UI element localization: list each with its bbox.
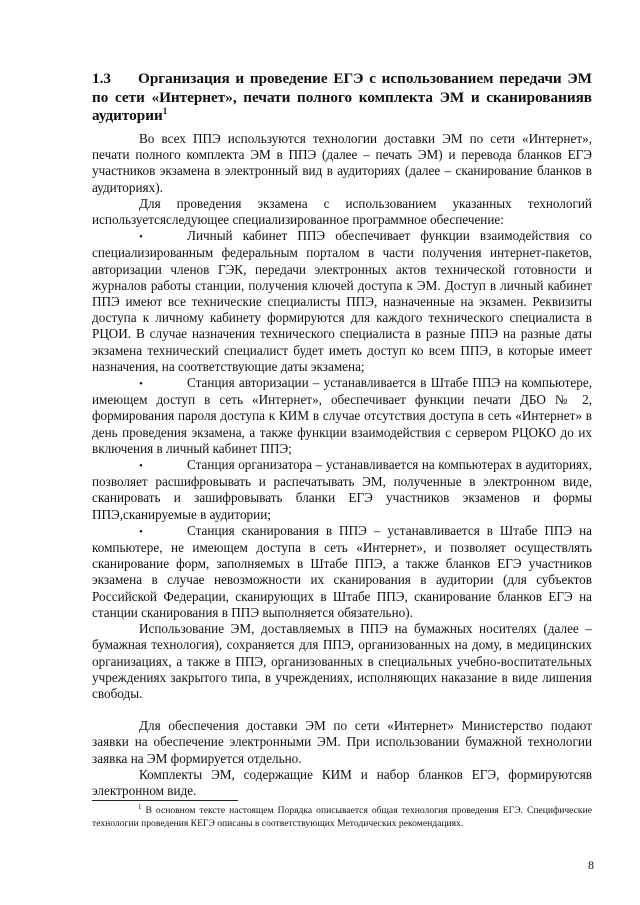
- paragraph: Для обеспечения доставки ЭМ по сети «Интернет» Министерство подают заявки на обеспечение электронными ЭМ. При использовании бумажной технологии заявка на ЭМ формируется отдельно.: [92, 718, 592, 766]
- page-number: 8: [588, 858, 594, 872]
- footnote-divider: [92, 800, 238, 801]
- list-item-text: Станция авторизации – устанавливается в Штабе ППЭ на компьютере, имеющем доступ в сеть «Интернет», обеспечивает функции печати ДБО № 2, формирования пароля доступа к КИМ в случае отсутствия доступа в сеть «Интернет» в день проведения экзамена, а также функции взаимодействия с сервером РЦОКО до их включения в личный кабинет ППЭ;: [92, 375, 592, 456]
- section-heading: [92, 70, 592, 126]
- bullet-icon: •: [139, 460, 143, 473]
- footnote: [92, 802, 592, 830]
- footnote-reference[interactable]: 1: [162, 105, 168, 116]
- list-item: [92, 228, 592, 375]
- list-item: [92, 375, 592, 457]
- list-item: [92, 523, 592, 621]
- list-item-text: Личный кабинет ППЭ обеспечивает функции взаимодействия со специализированным федеральным порталом в части получения интернет-пакетов, авторизации членов ГЭК, передачи электронных актов технической готовности и журналов работы станции, получения ключей доступа к ЭМ. Доступ в личный кабинет ППЭ имеют все технические специалисты ППЭ, назначенные на экзамен. Реквизиты доступа к личному кабинету формируются для каждого технического специалиста в РЦОИ. В случае назначения технического специалиста в разные ППЭ на разные даты экзамена технический специалист будет иметь доступ ко всем ППЭ, в которые имеет назначения, на соответствующие даты экзамена;: [92, 228, 592, 374]
- list-item-text: Станция организатора – устанавливается на компьютерах в аудиториях, позволяет расшифровывать и распечатывать ЭМ, полученные в электронном виде, сканировать и зашифровывать бланки ЕГЭ участников экзаменов и формы ППЭ,сканируемые в аудитории;: [92, 457, 592, 522]
- section-number: 1.3: [92, 70, 111, 87]
- paragraph: Для проведения экзамена с использованием указанных технологий используетсяследующее специализированное программное обеспечение:: [92, 195, 592, 228]
- bullet-icon: •: [139, 378, 143, 391]
- paragraph: Во всех ППЭ используются технологии доставки ЭМ по сети «Интернет», печати полного комплекта ЭМ в ППЭ (далее – печать ЭМ) и перевода бланков ЕГЭ участников экзамена в электронный вид в аудиториях (далее – сканирование бланков в аудиториях).: [92, 131, 592, 195]
- footnote-mark: 1: [138, 802, 142, 811]
- paragraph: Использование ЭМ, доставляемых в ППЭ на бумажных носителях (далее – бумажная технология), сохраняется для ППЭ, организованных на дому, в медицинских организациях, а также в ППЭ, организованных в специальных учебно-воспитательных учреждениях закрытого типа, в учреждениях, исполняющих наказание в виде лишения свободы.: [92, 621, 592, 701]
- bullet-icon: •: [139, 231, 143, 244]
- body-text: [92, 131, 592, 799]
- paragraph: Комплекты ЭМ, содержащие КИМ и набор бланков ЕГЭ, формируютсяв электронном виде.: [92, 766, 592, 798]
- bullet-icon: •: [139, 525, 143, 538]
- section-title: Организация и проведение ЕГЭ с использованием передачи ЭМ по сети «Интернет», печати полного комплекта ЭМ и сканированияв аудитории: [92, 70, 592, 124]
- list-item-text: Станция сканирования в ППЭ – устанавливается в Штабе ППЭ на компьютере, не имеющем доступа в сеть «Интернет», и позволяет осуществлять сканирование форм, заполняемых в Штабе ППЭ, а также бланков ЕГЭ участников экзамена в случае невозможности их сканирования в аудитории (для субъектов Российской Федерации, сканирующих в Штабе ППЭ, сканирование бланков ЕГЭ на станции сканирования в ППЭ выполняется обязательно).: [92, 522, 592, 620]
- list-item: [92, 457, 592, 523]
- footnote-text: В основном тексте настоящем Порядка описывается общая технология проведения ЕГЭ. Специфические технологии проведения КЕГЭ описаны в соответствующих Методических рекомендациях.: [92, 805, 592, 829]
